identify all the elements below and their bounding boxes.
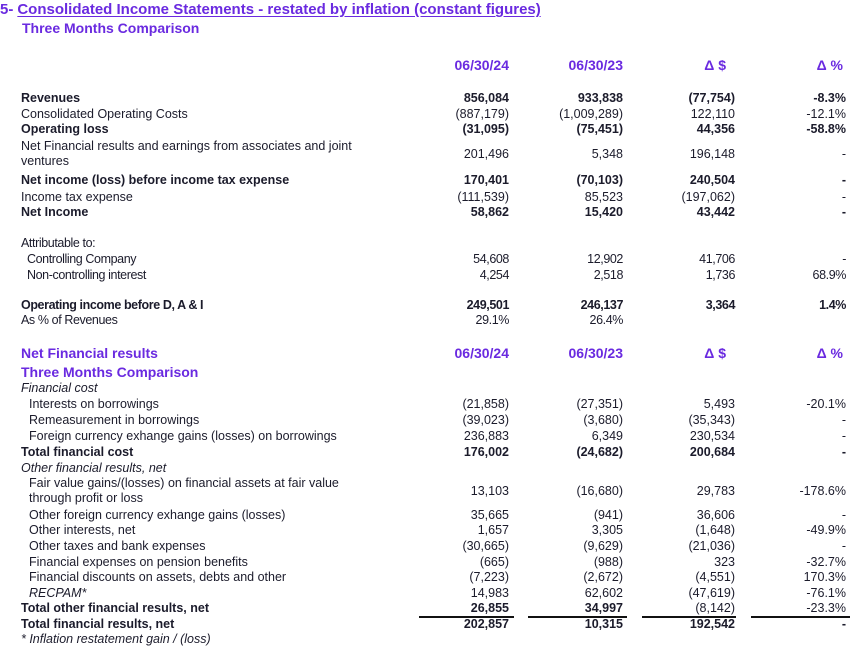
row-label: Remeasurement in borrowings [29,413,200,427]
row-label: Financial discounts on assets, debts and other [29,570,287,584]
row-label: Other financial results, net [21,461,167,475]
row-label: Revenues [21,91,81,105]
row-label: Operating loss [21,122,109,136]
value-delta: 240,504 [689,173,735,187]
value-current: (31,095) [462,122,509,136]
row-label: Net Financial results and earnings from associates and joint ventures [21,139,352,168]
value-current: 54,608 [473,252,509,266]
footnote-text: * Inflation restatement gain / (loss) [21,632,211,646]
row-label: Attributable to: [21,236,96,250]
value-prior: 26.4% [589,313,623,327]
row-label: Net income (loss) before income tax expense [21,173,290,187]
row-label: Financial cost [21,381,98,395]
value-current: 176,002 [463,445,509,459]
row-label: Total financial cost [21,445,134,459]
value-prior: 10,315 [584,617,623,631]
col-header-delta-pct-2: Δ % [816,345,843,361]
row-label: Foreign currency exhange gains (losses) on borrowings [29,429,337,443]
value-prior: 5,348 [591,147,623,161]
value-delta-pct: - [841,429,846,443]
value-delta: 323 [714,555,735,569]
value-delta: 1,736 [705,268,735,282]
value-delta-pct: - [841,173,846,187]
value-prior: (70,103) [576,173,623,187]
value-delta: (21,036) [688,539,735,553]
value-delta-pct: -12.1% [806,107,846,121]
value-delta-pct: -58.8% [806,122,846,136]
row-label: As % of Revenues [21,313,118,327]
col-header-prior-2: 06/30/23 [568,345,623,361]
value-prior: 12,902 [587,252,623,266]
row-label: Income tax expense [21,190,133,204]
document-subtitle: Three Months Comparison [22,20,200,36]
value-current: 856,084 [463,91,509,105]
value-delta: 196,148 [689,147,735,161]
value-prior: (941) [593,508,623,522]
value-delta: 122,110 [690,107,735,121]
document-title [0,1,541,18]
value-current: 1,657 [477,523,509,537]
value-delta-pct: -8.3% [813,91,846,105]
value-current: 26,855 [470,601,509,615]
title-text: Consolidated Income Statements - restated by inflation (constant figures) [17,1,541,18]
net-financial-subtitle: Three Months Comparison [21,364,199,380]
col-header-delta-amount: Δ $ [704,57,726,73]
col-header-delta-amount-2: Δ $ [704,345,726,361]
row-label: Operating income before D, A & I [21,298,204,312]
value-delta-pct: -178.6% [799,484,846,498]
col-header-prior: 06/30/23 [568,57,623,73]
row-label: Other interests, net [29,523,136,537]
row-label: Fair value gains/(losses) on financial assets at fair value through profit or loss [29,476,339,505]
value-current: (7,223) [469,570,509,584]
row-label: Interests on borrowings [29,397,159,411]
value-prior: 3,305 [591,523,623,537]
row-label: Other taxes and bank expenses [29,539,206,553]
value-current: (111,539) [457,190,509,204]
value-delta-pct: 68.9% [812,268,846,282]
value-delta: 41,706 [699,252,735,266]
row-label: RECPAM* [29,586,87,600]
value-delta: 3,364 [705,298,735,312]
row-label: Net Income [21,205,89,219]
value-prior: 6,349 [591,429,623,443]
row-label: Other foreign currency exhange gains (losses) [29,508,286,522]
value-current: 170,401 [463,173,509,187]
value-prior: (9,629) [583,539,623,553]
row-label: Consolidated Operating Costs [21,107,188,121]
value-delta: (47,619) [688,586,735,600]
value-current: 14,983 [470,586,509,600]
value-delta-pct: - [841,445,846,459]
value-delta: (8,142) [695,601,735,615]
value-delta: 192,542 [689,617,735,631]
value-current: (665) [479,555,509,569]
value-delta: (197,062) [681,190,735,204]
value-current: 202,857 [463,617,509,631]
value-prior: (16,680) [576,484,623,498]
value-delta: (1,648) [695,523,735,537]
value-prior: (24,682) [576,445,623,459]
value-delta-pct: -23.3% [806,601,846,615]
value-delta: 29,783 [696,484,735,498]
row-label: Total other financial results, net [21,601,209,615]
value-delta: (4,551) [695,570,735,584]
value-delta-pct: - [841,147,846,161]
value-prior: (988) [593,555,623,569]
value-delta: 5,493 [703,397,735,411]
col-header-delta-pct: Δ % [816,57,843,73]
col-header-current-2: 06/30/24 [454,345,509,361]
value-current: (30,665) [462,539,509,553]
value-delta: 230,534 [689,429,735,443]
value-prior: 15,420 [584,205,623,219]
value-delta: (35,343) [688,413,735,427]
value-current: 13,103 [470,484,509,498]
value-delta: 200,684 [689,445,735,459]
value-current: 201,496 [463,147,509,161]
value-current: (39,023) [462,413,509,427]
value-delta-pct: - [841,205,846,219]
value-prior: 85,523 [584,190,623,204]
value-delta-pct: - [842,252,846,266]
value-delta: 44,356 [696,122,735,136]
value-delta-pct: - [841,413,846,427]
row-label: Non-controlling interest [27,268,146,282]
value-delta-pct: - [841,190,846,204]
value-current: 58,862 [470,205,509,219]
value-prior: 2,518 [593,268,623,282]
value-prior: (27,351) [576,397,623,411]
value-current: 249,501 [466,298,509,312]
value-current: 236,883 [463,429,509,443]
value-delta-pct: -20.1% [806,397,846,411]
row-label: Financial expenses on pension benefits [29,555,248,569]
value-delta-pct: - [841,508,846,522]
value-delta-pct: - [841,539,846,553]
value-delta-pct: -32.7% [806,555,846,569]
value-delta: 43,442 [696,205,735,219]
section-number: 5- [0,1,14,18]
value-prior: 246,137 [580,298,623,312]
value-delta-pct: - [841,617,846,631]
value-current: 35,665 [470,508,509,522]
row-label: Controlling Company [27,252,137,266]
value-prior: 933,838 [577,91,623,105]
value-prior: (3,680) [583,413,623,427]
value-delta-pct: -49.9% [806,523,846,537]
value-current: 4,254 [479,268,509,282]
value-delta-pct: 1.4% [819,298,846,312]
net-financial-title: Net Financial results [21,345,158,361]
value-prior: 34,997 [584,601,623,615]
value-prior: (75,451) [576,122,623,136]
value-prior: (2,672) [583,570,623,584]
value-prior: (1,009,289) [559,107,623,121]
value-delta: (77,754) [688,91,735,105]
total-divider [751,616,850,618]
value-delta: 36,606 [696,508,735,522]
value-prior: 62,602 [584,586,623,600]
col-header-current: 06/30/24 [454,57,509,73]
value-delta-pct: -76.1% [806,586,846,600]
value-current: 29.1% [475,313,509,327]
value-current: (887,179) [455,107,509,121]
row-label: Total financial results, net [21,617,175,631]
value-delta-pct: 170.3% [803,570,846,584]
value-current: (21,858) [462,397,509,411]
